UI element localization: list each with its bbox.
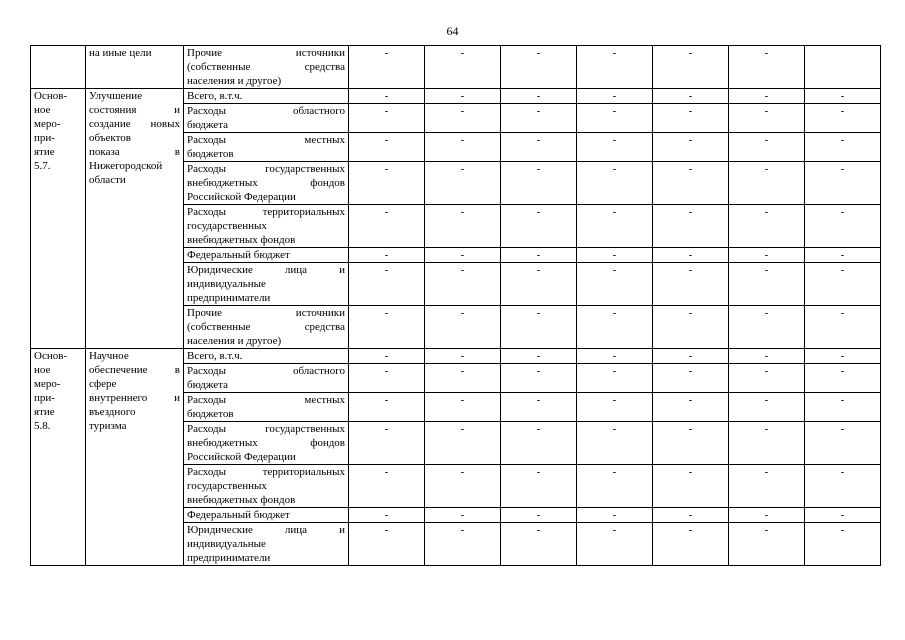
value-cell: - — [425, 263, 501, 306]
value-cell: - — [653, 162, 729, 205]
value-cell: - — [501, 89, 577, 104]
event-name-cell — [86, 46, 184, 89]
value-cell: - — [501, 46, 577, 89]
value-cell: - — [425, 133, 501, 162]
text-line: Расходы местных — [187, 134, 345, 146]
value-cell: - — [501, 349, 577, 364]
event-name-cell — [86, 349, 184, 566]
text-line: на иные цели — [89, 47, 152, 59]
funding-source-cell — [184, 422, 349, 465]
value-cell: - — [729, 523, 805, 566]
text-line: 5.7. — [34, 160, 51, 172]
value-cell — [805, 46, 881, 89]
value-cell: - — [653, 263, 729, 306]
value-cell: - — [425, 465, 501, 508]
value-cell: - — [729, 46, 805, 89]
text-line: Расходы территориальных — [187, 206, 345, 218]
value-cell: - — [577, 133, 653, 162]
funding-source-cell — [184, 104, 349, 133]
funding-source-cell — [184, 205, 349, 248]
value-cell: - — [805, 465, 881, 508]
text-line: внебюджетных фондов — [187, 177, 345, 189]
value-cell: - — [577, 104, 653, 133]
value-cell: - — [349, 263, 425, 306]
text-line: Нижегородской — [89, 160, 163, 172]
text-line: внутреннего и — [89, 392, 180, 404]
value-cell: - — [653, 205, 729, 248]
value-cell: - — [805, 393, 881, 422]
value-cell: - — [653, 349, 729, 364]
text-line: Основ- — [34, 350, 68, 362]
value-cell: - — [501, 508, 577, 523]
value-cell: - — [653, 422, 729, 465]
text-line: меро- — [34, 118, 61, 130]
funding-source-cell — [184, 162, 349, 205]
value-cell: - — [805, 133, 881, 162]
value-cell: - — [349, 508, 425, 523]
text-line: въездного — [89, 406, 136, 418]
funding-source-cell — [184, 523, 349, 566]
value-cell: - — [501, 364, 577, 393]
text-line: состояния и — [89, 104, 180, 116]
value-cell: - — [501, 205, 577, 248]
table-row — [31, 46, 881, 89]
value-cell: - — [349, 523, 425, 566]
value-cell: - — [425, 89, 501, 104]
text-line: бюджета — [187, 119, 229, 131]
funding-table — [30, 45, 881, 566]
value-cell: - — [425, 508, 501, 523]
text-line: индивидуальные — [187, 278, 266, 290]
value-cell: - — [425, 393, 501, 422]
text-line: предприниматели — [187, 292, 271, 304]
value-cell: - — [349, 422, 425, 465]
value-cell: - — [729, 263, 805, 306]
text-line: Всего, в.т.ч. — [187, 350, 243, 362]
text-line: Улучшение — [89, 90, 143, 102]
text-line: (собственные средства — [187, 61, 345, 73]
text-line: объектов — [89, 132, 131, 144]
value-cell: - — [805, 306, 881, 349]
funding-source-cell — [184, 133, 349, 162]
value-cell: - — [653, 133, 729, 162]
text-line: населения и другое) — [187, 75, 282, 87]
funding-source-cell — [184, 89, 349, 104]
value-cell: - — [577, 349, 653, 364]
value-cell: - — [653, 364, 729, 393]
text-line: ное — [34, 104, 51, 116]
value-cell: - — [349, 133, 425, 162]
value-cell: - — [501, 523, 577, 566]
value-cell: - — [577, 523, 653, 566]
value-cell: - — [425, 162, 501, 205]
value-cell: - — [805, 248, 881, 263]
value-cell: - — [653, 46, 729, 89]
value-cell: - — [805, 205, 881, 248]
text-line: (собственные средства — [187, 321, 345, 333]
text-line: ятие — [34, 146, 55, 158]
text-line: при- — [34, 392, 55, 404]
value-cell: - — [805, 349, 881, 364]
value-cell: - — [653, 523, 729, 566]
text-line: предприниматели — [187, 552, 271, 564]
text-line: ное — [34, 364, 51, 376]
text-line: Юридические лица и — [187, 264, 345, 276]
text-line: сфере — [89, 378, 117, 390]
funding-source-cell — [184, 306, 349, 349]
value-cell: - — [653, 465, 729, 508]
text-line: при- — [34, 132, 55, 144]
value-cell: - — [425, 349, 501, 364]
text-line: меро- — [34, 378, 61, 390]
text-line: Расходы областного — [187, 365, 345, 377]
value-cell: - — [729, 393, 805, 422]
table-row — [31, 89, 881, 104]
value-cell: - — [729, 306, 805, 349]
text-line: Федеральный бюджет — [187, 249, 290, 261]
value-cell: - — [577, 248, 653, 263]
value-cell: - — [805, 523, 881, 566]
value-cell: - — [729, 104, 805, 133]
value-cell: - — [729, 133, 805, 162]
value-cell: - — [425, 422, 501, 465]
value-cell: - — [577, 306, 653, 349]
text-line: области — [89, 174, 126, 186]
value-cell: - — [805, 89, 881, 104]
text-line: обеспечение в — [89, 364, 180, 376]
text-line: туризма — [89, 420, 127, 432]
text-line: внебюджетных фондов — [187, 494, 296, 506]
value-cell: - — [577, 89, 653, 104]
text-line: населения и другое) — [187, 335, 282, 347]
value-cell: - — [729, 364, 805, 393]
value-cell: - — [501, 133, 577, 162]
text-line: Расходы государственных — [187, 423, 345, 435]
value-cell: - — [349, 104, 425, 133]
value-cell: - — [577, 465, 653, 508]
text-line: Прочие источники — [187, 307, 345, 319]
funding-source-cell — [184, 349, 349, 364]
value-cell: - — [425, 306, 501, 349]
table-body — [31, 46, 881, 566]
text-line: 5.8. — [34, 420, 51, 432]
value-cell: - — [805, 508, 881, 523]
text-line: Российской Федерации — [187, 451, 296, 463]
event-number-cell — [31, 89, 86, 349]
value-cell: - — [653, 393, 729, 422]
text-line: Основ- — [34, 90, 68, 102]
value-cell: - — [653, 89, 729, 104]
value-cell: - — [805, 364, 881, 393]
table-row — [31, 349, 881, 364]
event-name-cell — [86, 89, 184, 349]
value-cell: - — [349, 89, 425, 104]
value-cell: - — [425, 104, 501, 133]
value-cell: - — [501, 263, 577, 306]
text-line: бюджетов — [187, 408, 234, 420]
text-line: Научное — [89, 350, 129, 362]
text-line: Расходы государственных — [187, 163, 345, 175]
value-cell: - — [653, 104, 729, 133]
funding-source-cell — [184, 364, 349, 393]
value-cell: - — [577, 508, 653, 523]
text-line: индивидуальные — [187, 538, 266, 550]
value-cell: - — [805, 162, 881, 205]
value-cell: - — [577, 263, 653, 306]
value-cell: - — [729, 465, 805, 508]
value-cell: - — [577, 364, 653, 393]
page-number: 64 — [446, 24, 459, 38]
value-cell: - — [349, 364, 425, 393]
value-cell: - — [729, 205, 805, 248]
value-cell: - — [577, 393, 653, 422]
funding-source-cell — [184, 393, 349, 422]
value-cell: - — [501, 465, 577, 508]
text-line: государственных — [187, 220, 267, 232]
value-cell: - — [729, 162, 805, 205]
value-cell: - — [577, 205, 653, 248]
value-cell: - — [349, 162, 425, 205]
text-line: государственных — [187, 480, 267, 492]
value-cell: - — [501, 306, 577, 349]
value-cell: - — [577, 162, 653, 205]
value-cell: - — [349, 205, 425, 248]
value-cell: - — [349, 306, 425, 349]
text-line: показа в — [89, 146, 180, 158]
value-cell: - — [501, 393, 577, 422]
text-line: внебюджетных фондов — [187, 437, 345, 449]
text-line: Расходы областного — [187, 105, 345, 117]
event-number-cell — [31, 46, 86, 89]
text-line: Российской Федерации — [187, 191, 296, 203]
value-cell: - — [653, 248, 729, 263]
funding-source-cell — [184, 46, 349, 89]
text-line: Федеральный бюджет — [187, 509, 290, 521]
funding-source-cell — [184, 465, 349, 508]
value-cell: - — [501, 104, 577, 133]
value-cell: - — [729, 89, 805, 104]
event-number-cell — [31, 349, 86, 566]
value-cell: - — [501, 162, 577, 205]
value-cell: - — [349, 248, 425, 263]
text-line: Юридические лица и — [187, 524, 345, 536]
value-cell: - — [501, 422, 577, 465]
value-cell: - — [349, 349, 425, 364]
value-cell: - — [349, 393, 425, 422]
value-cell: - — [425, 364, 501, 393]
value-cell: - — [805, 263, 881, 306]
value-cell: - — [349, 46, 425, 89]
text-line: Расходы местных — [187, 394, 345, 406]
text-line: внебюджетных фондов — [187, 234, 296, 246]
value-cell: - — [577, 422, 653, 465]
value-cell: - — [425, 46, 501, 89]
text-line: Всего, в.т.ч. — [187, 90, 243, 102]
value-cell: - — [729, 422, 805, 465]
value-cell: - — [729, 248, 805, 263]
text-line: Прочие источники — [187, 47, 345, 59]
value-cell: - — [425, 248, 501, 263]
text-line: бюджетов — [187, 148, 234, 160]
value-cell: - — [425, 523, 501, 566]
value-cell: - — [501, 248, 577, 263]
funding-source-cell — [184, 248, 349, 263]
value-cell: - — [653, 306, 729, 349]
text-line: создание новых — [89, 118, 180, 130]
text-line: Расходы территориальных — [187, 466, 345, 478]
value-cell: - — [805, 422, 881, 465]
text-line: бюджета — [187, 379, 229, 391]
value-cell: - — [729, 349, 805, 364]
value-cell: - — [577, 46, 653, 89]
value-cell: - — [805, 104, 881, 133]
value-cell: - — [729, 508, 805, 523]
value-cell: - — [349, 465, 425, 508]
value-cell: - — [425, 205, 501, 248]
value-cell: - — [653, 508, 729, 523]
funding-source-cell — [184, 508, 349, 523]
funding-source-cell — [184, 263, 349, 306]
text-line: ятие — [34, 406, 55, 418]
